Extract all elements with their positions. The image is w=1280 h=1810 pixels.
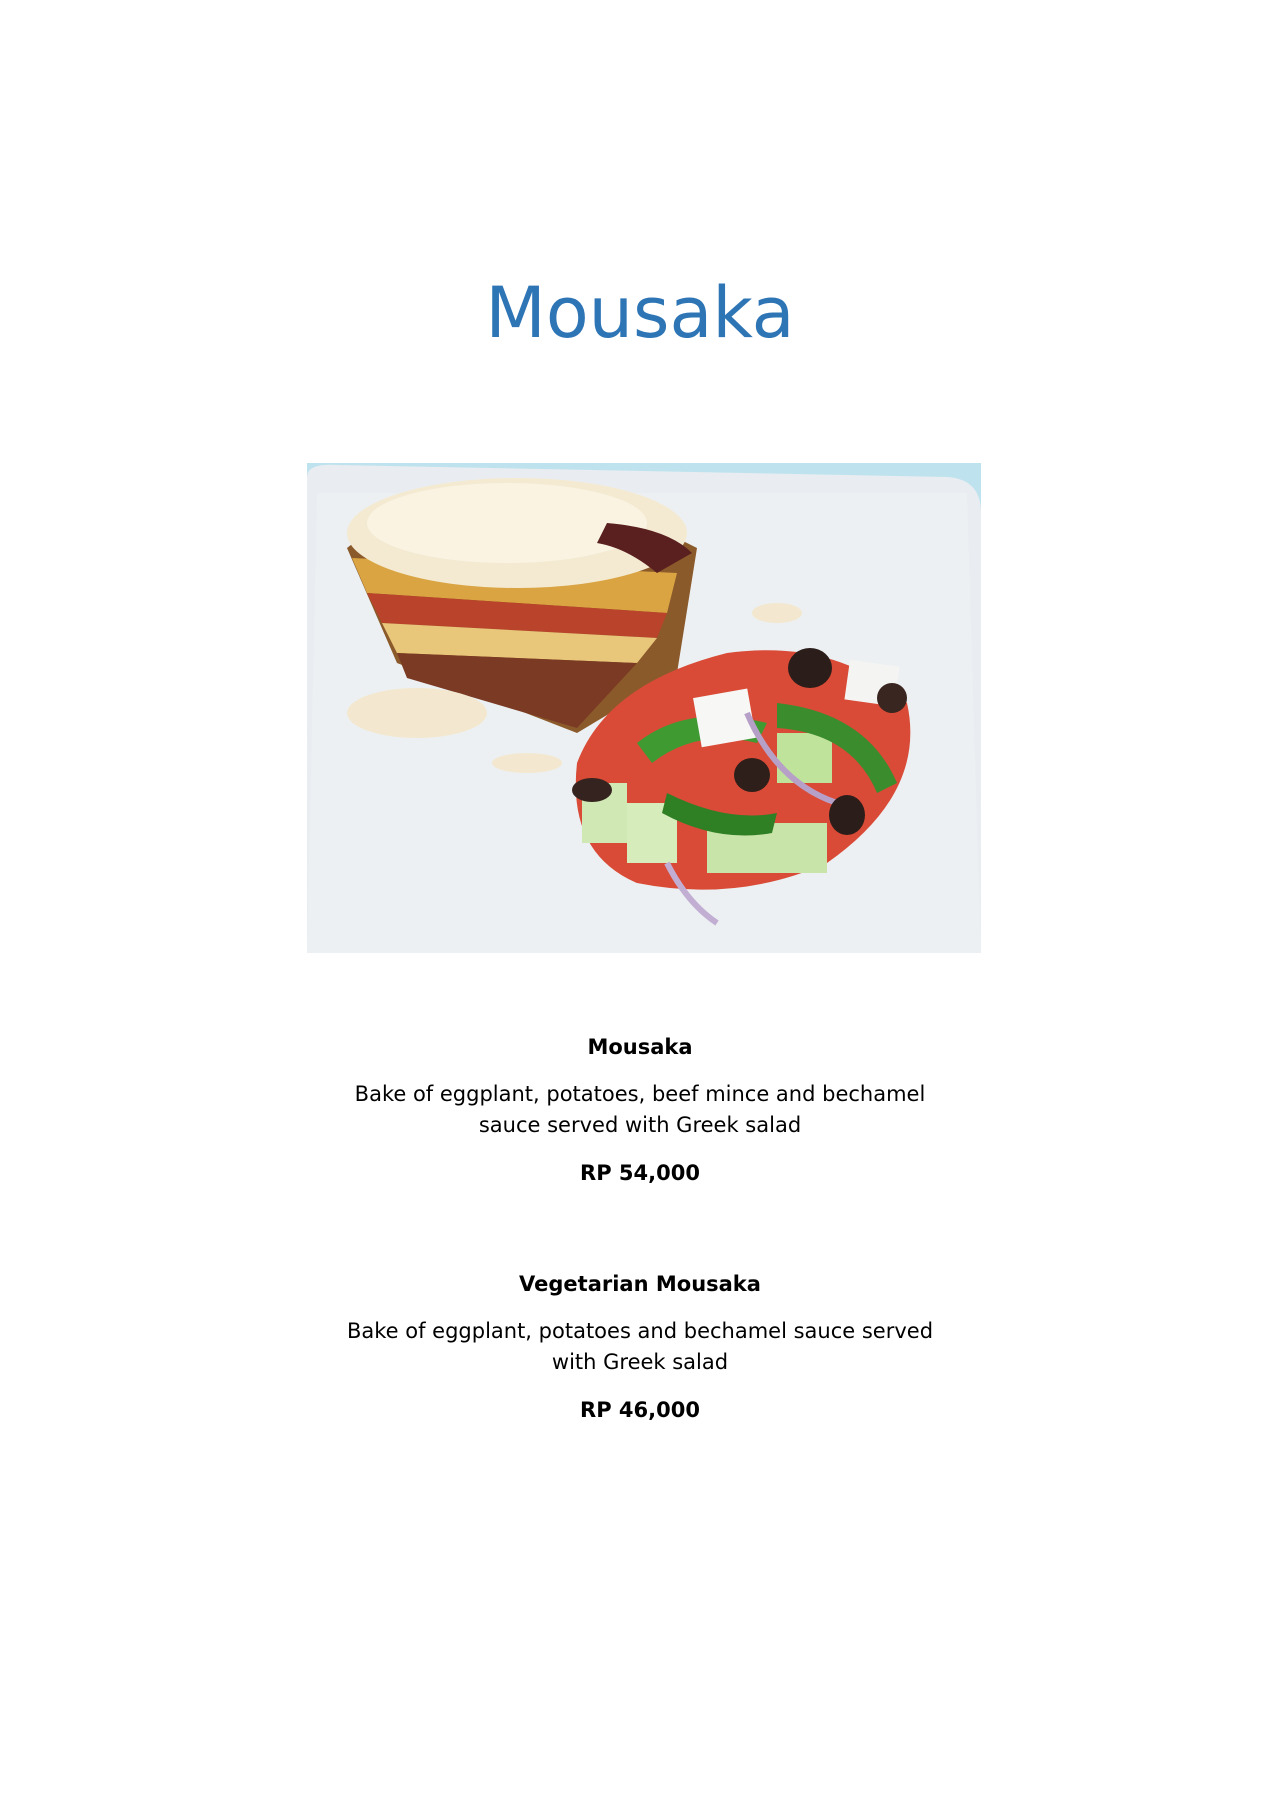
- menu-item-description: Bake of eggplant, potatoes and bechamel sauce served with Greek salad: [346, 1319, 934, 1374]
- menu-item: [0, 1031, 1280, 1189]
- menu-item-name: Vegetarian Mousaka: [519, 1272, 761, 1296]
- page-title: Mousaka: [485, 272, 795, 354]
- menu-item-price: RP 54,000: [580, 1161, 700, 1185]
- dish-photo: [307, 463, 981, 953]
- menu-item-name: Mousaka: [587, 1035, 693, 1059]
- menu-item-price: RP 46,000: [580, 1398, 700, 1422]
- menu-item-description: Bake of eggplant, potatoes, beef mince and bechamel sauce served with Greek salad: [354, 1082, 926, 1137]
- menu-item: [0, 1268, 1280, 1426]
